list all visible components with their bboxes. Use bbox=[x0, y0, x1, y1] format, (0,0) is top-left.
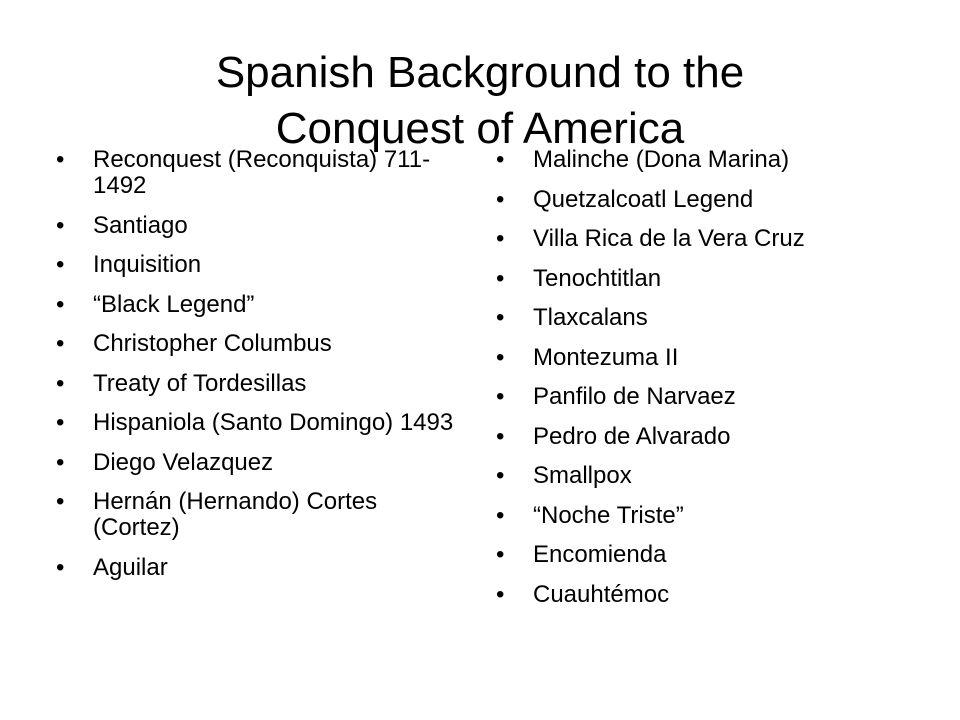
list-item-text: Christopher Columbus bbox=[93, 330, 332, 357]
bullet-icon: • bbox=[56, 146, 65, 173]
list-item bbox=[56, 147, 456, 199]
list-item-text: Smallpox bbox=[533, 462, 632, 489]
bullet-icon: • bbox=[496, 185, 505, 213]
title-line-2: Conquest of America bbox=[275, 104, 685, 154]
list-item-text: Hernán (Hernando) Cortes (Cortez) bbox=[93, 488, 378, 541]
list-item bbox=[56, 450, 456, 476]
bullet-icon: • bbox=[496, 146, 505, 173]
list-item-text: Pedro de Alvarado bbox=[533, 422, 731, 450]
bullet-icon: • bbox=[496, 501, 505, 529]
list-item bbox=[56, 213, 456, 239]
bullet-icon: • bbox=[56, 488, 65, 515]
bullet-icon: • bbox=[496, 462, 505, 489]
list-item bbox=[56, 555, 456, 581]
list-item-text: Encomienda bbox=[533, 541, 667, 568]
list-item-text: “Black Legend” bbox=[93, 290, 255, 318]
list-item-text: Inquisition bbox=[93, 251, 202, 278]
list-item-text: Hispaniola (Santo Domingo) 1493 bbox=[93, 409, 454, 436]
list-item-text: Aguilar bbox=[93, 553, 168, 581]
bullet-icon: • bbox=[496, 304, 505, 331]
list-item bbox=[496, 226, 916, 252]
list-item bbox=[496, 266, 916, 292]
bullet-icon: • bbox=[496, 541, 505, 568]
list-item bbox=[56, 489, 456, 541]
list-item bbox=[496, 384, 916, 410]
list-item-text: Cuauhtémoc bbox=[533, 580, 670, 608]
title-line-1: Spanish Background to the bbox=[215, 48, 745, 98]
list-item bbox=[56, 371, 456, 397]
list-item bbox=[496, 424, 916, 450]
list-item-text: Diego Velazquez bbox=[93, 448, 274, 476]
list-item-text: Quetzalcoatl Legend bbox=[533, 185, 754, 213]
bullet-icon: • bbox=[496, 225, 505, 252]
list-item bbox=[56, 410, 456, 436]
right-bullet-list bbox=[496, 147, 916, 621]
bullet-icon: • bbox=[496, 264, 505, 292]
bullet-icon: • bbox=[496, 343, 505, 371]
bullet-icon: • bbox=[56, 448, 65, 476]
bullet-icon: • bbox=[56, 251, 65, 278]
bullet-icon: • bbox=[496, 383, 505, 410]
list-item bbox=[496, 582, 916, 608]
list-item bbox=[56, 292, 456, 318]
bullet-icon: • bbox=[56, 409, 65, 436]
list-item bbox=[496, 503, 916, 529]
list-item bbox=[56, 331, 456, 357]
list-item-text: Panfilo de Narvaez bbox=[533, 383, 736, 410]
list-item-text: “Noche Triste” bbox=[533, 501, 684, 529]
bullet-icon: • bbox=[496, 580, 505, 608]
list-item bbox=[56, 252, 456, 278]
list-item-text: Montezuma II bbox=[533, 343, 679, 371]
list-item bbox=[496, 542, 916, 568]
list-item bbox=[496, 463, 916, 489]
left-bullet-list bbox=[56, 147, 456, 594]
bullet-icon: • bbox=[56, 553, 65, 581]
list-item bbox=[496, 345, 916, 371]
bullet-icon: • bbox=[56, 369, 65, 397]
list-item-text: Reconquest (Reconquista) 711-1492 bbox=[93, 146, 431, 199]
list-item-text: Villa Rica de la Vera Cruz bbox=[533, 225, 805, 252]
list-item-text: Treaty of Tordesillas bbox=[93, 369, 307, 397]
list-item-text: Malinche (Dona Marina) bbox=[533, 146, 790, 173]
bullet-icon: • bbox=[56, 211, 65, 239]
list-item bbox=[496, 305, 916, 331]
bullet-icon: • bbox=[56, 330, 65, 357]
bullet-icon: • bbox=[496, 422, 505, 450]
bullet-icon: • bbox=[56, 290, 65, 318]
list-item bbox=[496, 187, 916, 213]
slide-title bbox=[40, 45, 920, 157]
list-item bbox=[496, 147, 916, 173]
list-item-text: Santiago bbox=[93, 211, 188, 239]
list-item-text: Tenochtitlan bbox=[533, 264, 662, 292]
list-item-text: Tlaxcalans bbox=[533, 304, 648, 331]
